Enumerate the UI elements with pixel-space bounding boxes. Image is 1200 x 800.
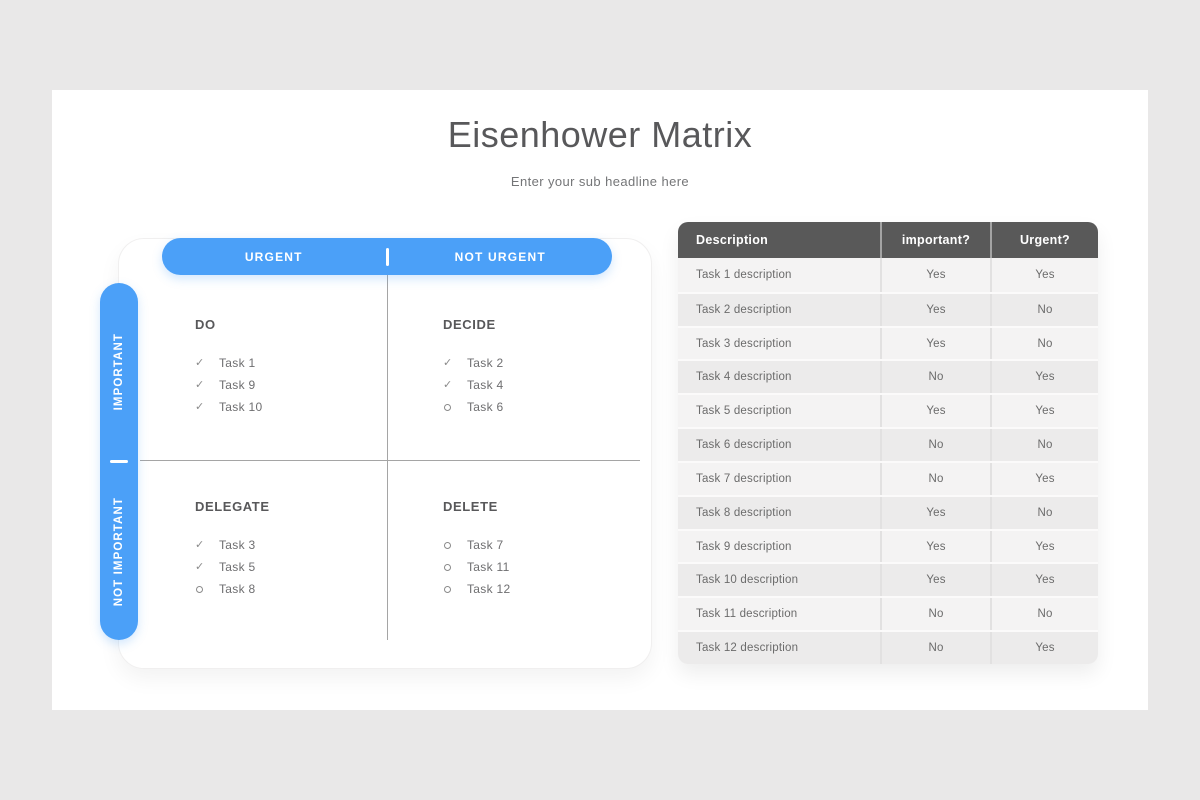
table-row [678,292,1098,326]
matrix-row-header-bar [100,283,138,640]
cell-description: Task 4 description [696,371,792,384]
cell-urgent: No [990,294,1098,326]
check-icon [195,396,211,418]
cell-description: Task 8 description [696,506,792,519]
task-item [443,556,633,578]
table-row [678,596,1098,630]
cell-description: Task 6 description [696,439,792,452]
row-header-important [113,283,125,460]
cell-urgent: Yes [990,632,1098,664]
task-label: Task 10 [219,400,263,414]
check-icon [195,374,211,396]
cell-description: Task 12 description [696,642,799,655]
task-item [195,534,385,556]
cell-important: Yes [880,531,990,563]
table-row [678,562,1098,596]
cell-urgent: Yes [990,564,1098,596]
quadrant-title: DELEGATE [195,499,270,514]
table-row [678,258,1098,292]
task-item [195,352,385,374]
table-row [678,630,1098,664]
circle-icon [443,586,459,593]
task-item [195,578,385,600]
task-label: Task 11 [467,560,510,574]
quadrant-title: DO [195,317,216,332]
cell-description: Task 3 description [696,337,792,350]
circle-icon [443,404,459,411]
table-header-row [678,222,1098,258]
task-list [443,534,633,600]
cell-urgent: Yes [990,463,1098,495]
cell-important: No [880,598,990,630]
cell-urgent: Yes [990,258,1098,292]
cell-urgent: No [990,429,1098,461]
table-row [678,495,1098,529]
table-row [678,359,1098,393]
cell-description: Task 2 description [696,303,792,316]
quadrant-decide [443,318,633,418]
row-header-not-important-label: NOT IMPORTANT [113,496,125,607]
cell-important: No [880,429,990,461]
task-label: Task 1 [219,356,256,370]
cell-description: Task 11 description [696,608,798,621]
cell-important: Yes [880,395,990,427]
page-title: Eisenhower Matrix [447,114,753,155]
cell-important: Yes [880,497,990,529]
task-label: Task 9 [219,378,256,392]
cell-important: Yes [880,328,990,360]
table-body [678,258,1098,664]
circle-icon [443,564,459,571]
check-icon [443,374,459,396]
check-icon [443,352,459,374]
table-row [678,461,1098,495]
row-header-important-label: IMPORTANT [113,332,125,411]
task-item [195,556,385,578]
page-subtitle: Enter your sub headline here [510,174,690,189]
task-item [195,374,385,396]
quadrant-do [195,318,385,418]
cell-important: Yes [880,258,990,292]
cell-description: Task 10 description [696,574,799,587]
task-item [443,534,633,556]
cell-important: Yes [880,294,990,326]
cell-urgent: No [990,598,1098,630]
check-icon [195,556,211,578]
table-row [678,529,1098,563]
task-label: Task 6 [467,400,504,414]
table-header-important: important? [880,222,990,258]
table-header-description: Description [696,233,769,247]
task-list [195,534,385,600]
cell-urgent: Yes [990,395,1098,427]
quadrant-delete [443,500,633,600]
circle-icon [443,542,459,549]
quadrant-delegate [195,500,385,600]
task-list [443,352,633,418]
table-row [678,427,1098,461]
matrix-vertical-divider [387,275,388,640]
task-item [443,578,633,600]
task-label: Task 3 [219,538,256,552]
matrix-column-header-bar [162,238,612,275]
cell-description: Task 9 description [696,540,792,553]
slide [52,90,1148,710]
cell-urgent: No [990,328,1098,360]
cell-important: No [880,632,990,664]
task-item [443,352,633,374]
cell-urgent: No [990,497,1098,529]
task-table [678,222,1098,664]
task-label: Task 5 [219,560,256,574]
table-row [678,326,1098,360]
table-header-urgent: Urgent? [990,222,1098,258]
task-label: Task 8 [219,582,256,596]
quadrant-title: DELETE [443,499,498,514]
table-row [678,393,1098,427]
task-item [195,396,385,418]
check-icon [195,352,211,374]
task-label: Task 12 [467,582,511,596]
cell-description: Task 7 description [696,472,792,485]
cell-urgent: Yes [990,531,1098,563]
task-item [443,374,633,396]
cell-important: No [880,361,990,393]
column-header-urgent: URGENT [244,249,303,264]
cell-description: Task 5 description [696,405,792,418]
matrix-card [118,238,652,669]
quadrant-title: DECIDE [443,317,496,332]
task-list [195,352,385,418]
cell-urgent: Yes [990,361,1098,393]
cell-description: Task 1 description [696,268,792,281]
cell-important: Yes [880,564,990,596]
circle-icon [195,586,211,593]
task-label: Task 7 [467,538,504,552]
cell-important: No [880,463,990,495]
matrix-horizontal-divider [140,460,640,461]
check-icon [195,534,211,556]
task-item [443,396,633,418]
row-header-not-important [113,463,125,640]
task-label: Task 4 [467,378,504,392]
task-label: Task 2 [467,356,504,370]
column-header-not-urgent: NOT URGENT [454,249,546,264]
